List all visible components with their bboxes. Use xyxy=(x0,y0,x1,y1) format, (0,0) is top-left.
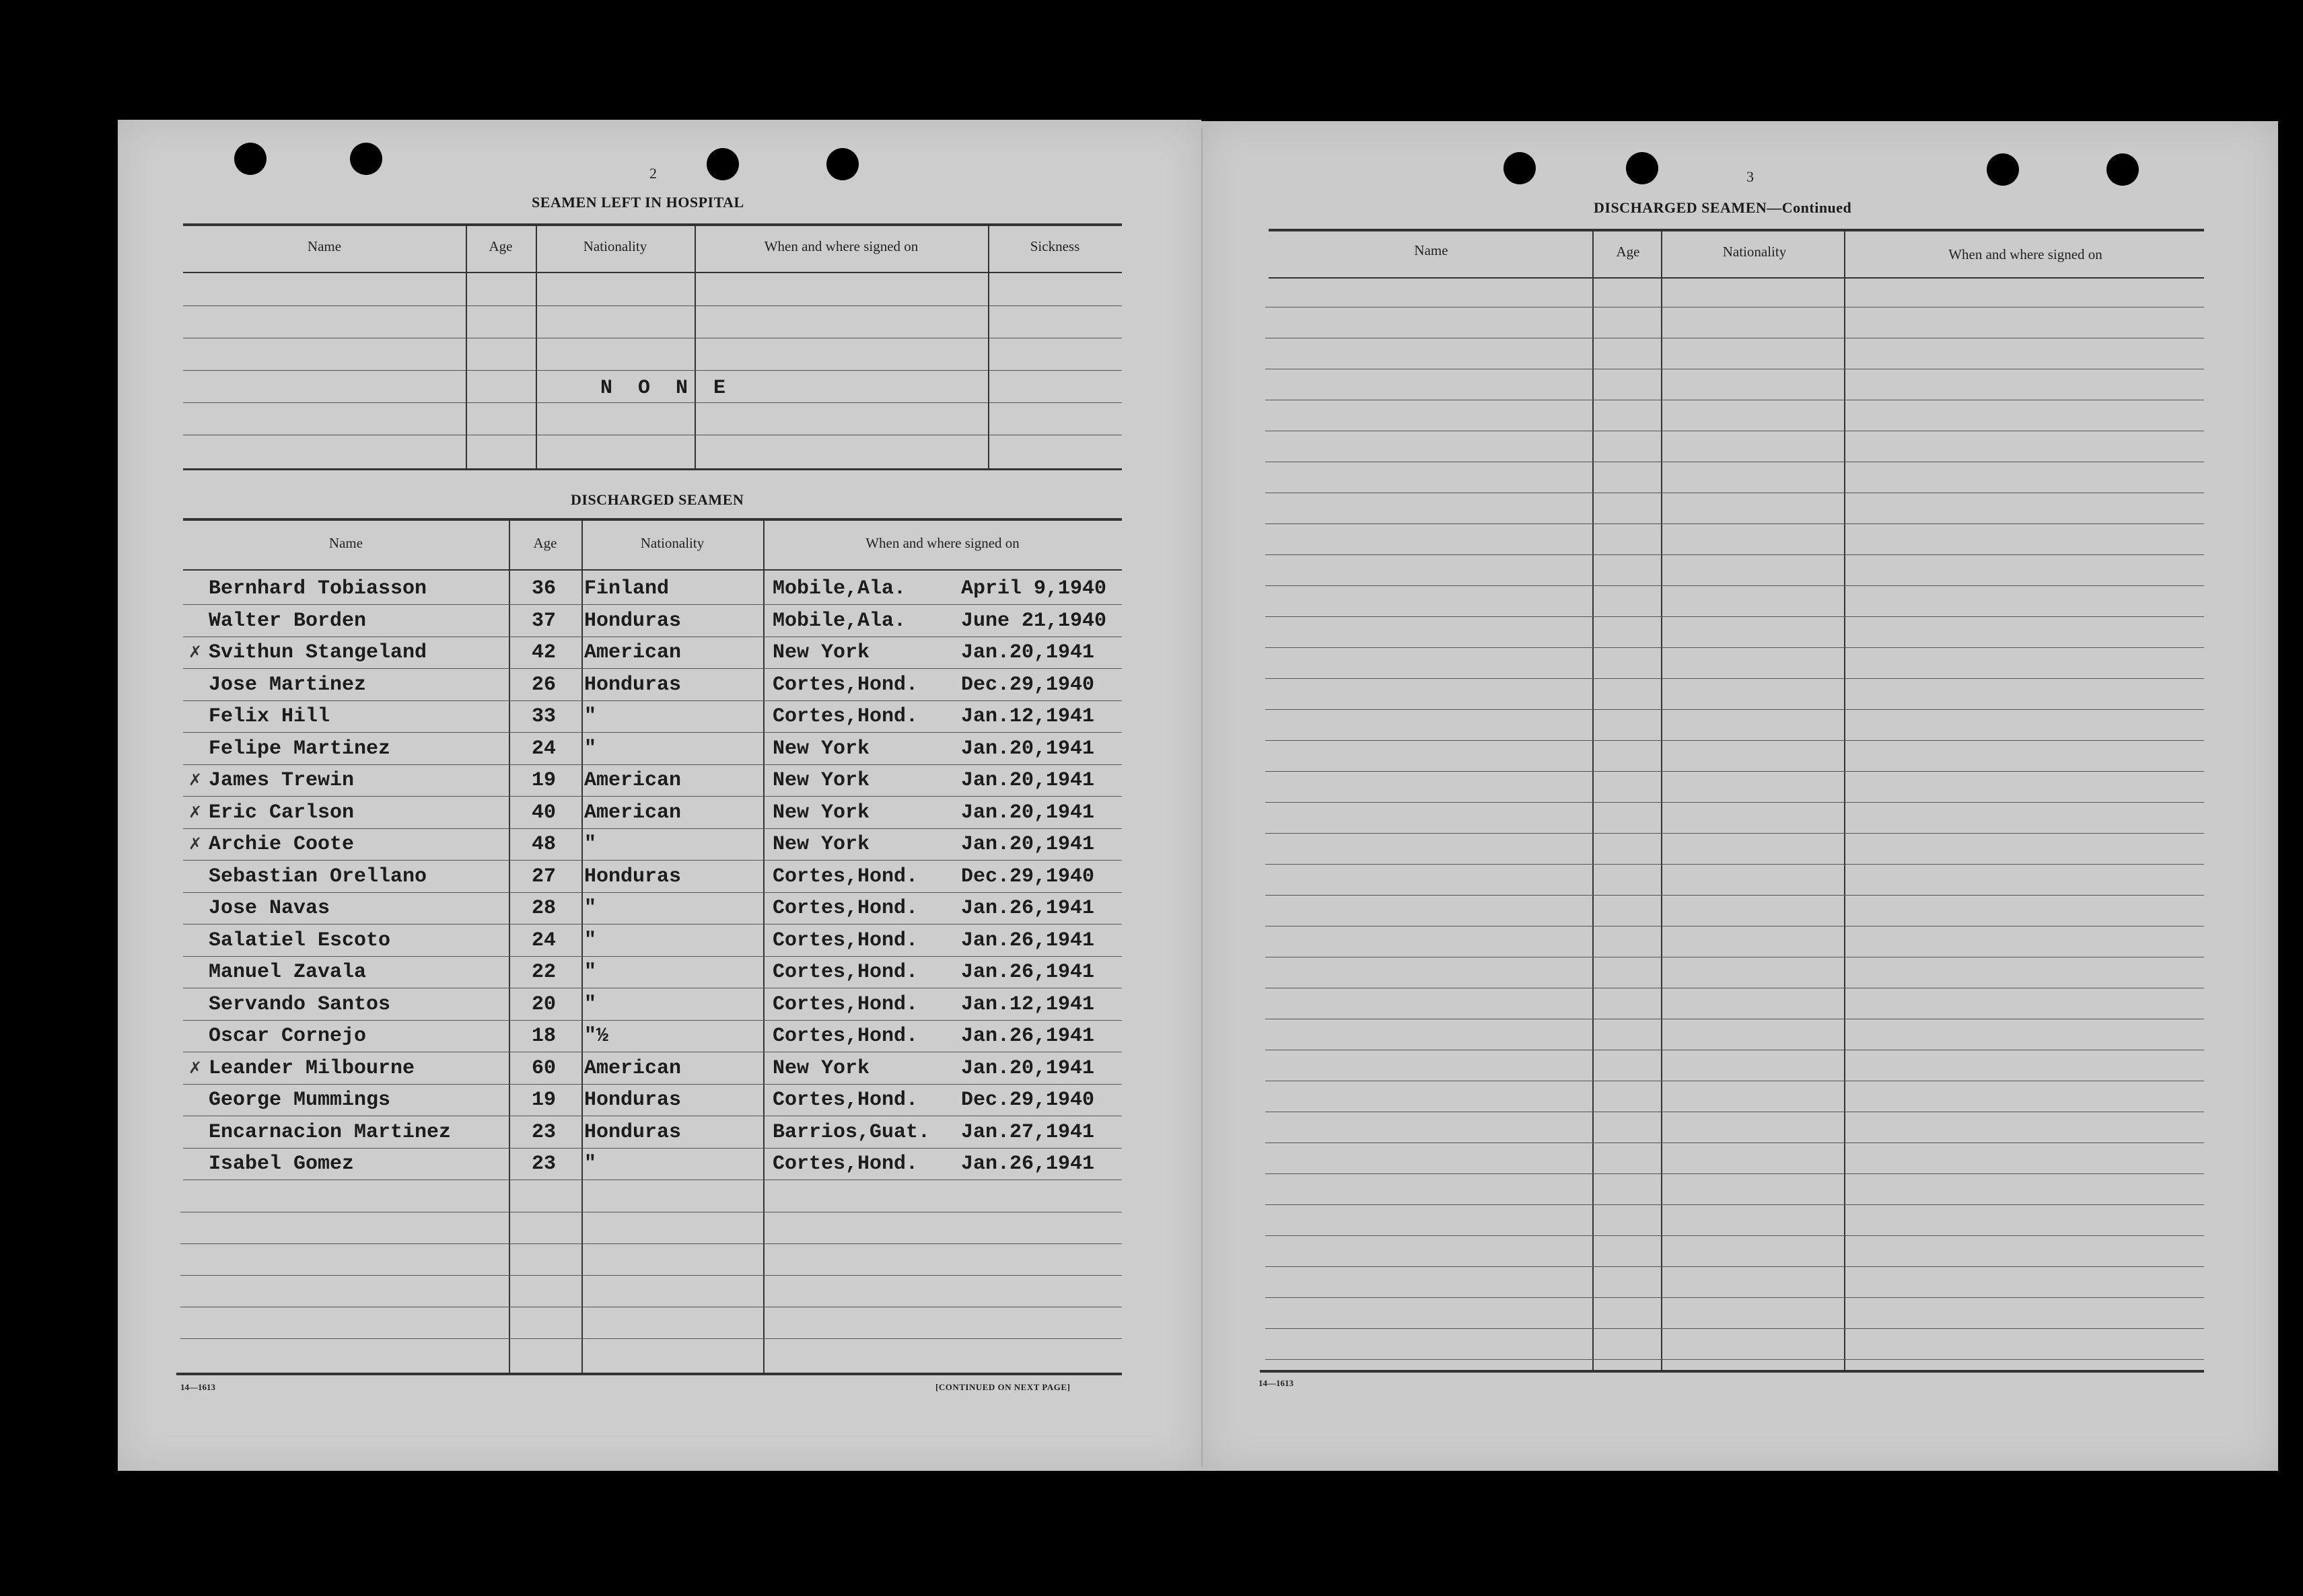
seaman-nationality: Honduras xyxy=(584,1121,682,1144)
column-header-age: Age xyxy=(489,238,513,254)
row-line xyxy=(183,402,1122,403)
row-line xyxy=(1265,771,2204,772)
seaman-age: 24 xyxy=(532,737,557,760)
column-divider xyxy=(509,521,510,1374)
row-line xyxy=(183,1148,1122,1149)
seaman-name: Salatiel Escoto xyxy=(209,929,391,952)
row-line xyxy=(183,1084,1122,1085)
seaman-nationality: " xyxy=(584,705,597,728)
table-rule xyxy=(183,518,1122,521)
table-rule xyxy=(183,468,1122,470)
seaman-age: 37 xyxy=(532,610,557,632)
seaman-name: Sebastian Orellano xyxy=(209,865,427,888)
signed-on-place: Cortes,Hond. xyxy=(773,929,919,952)
punch-hole xyxy=(350,143,382,175)
seaman-nationality: Honduras xyxy=(584,865,682,888)
seaman-nationality: " xyxy=(584,961,597,984)
table-rule xyxy=(183,272,1122,273)
seaman-name: Jose Martinez xyxy=(209,674,367,696)
signed-on-place: Cortes,Hond. xyxy=(773,1025,919,1048)
seaman-name: Isabel Gomez xyxy=(209,1153,355,1175)
row-line xyxy=(1265,554,2204,555)
signed-on-place: New York xyxy=(773,769,870,792)
column-divider xyxy=(466,226,467,468)
seaman-name: Felix Hill xyxy=(209,705,330,728)
signed-on-date: June 21,1940 xyxy=(961,610,1107,632)
seaman-name: Svithun Stangeland xyxy=(209,641,427,664)
seaman-nationality: American xyxy=(584,641,682,664)
seaman-nationality: American xyxy=(584,1057,682,1080)
column-divider xyxy=(988,226,989,468)
row-line xyxy=(180,1275,1122,1276)
seaman-nationality: Finland xyxy=(584,577,670,600)
seaman-age: 26 xyxy=(532,674,557,696)
seaman-age: 24 xyxy=(532,929,557,952)
row-line xyxy=(1265,1328,2204,1329)
row-line xyxy=(1265,616,2204,617)
seaman-age: 19 xyxy=(532,1089,557,1112)
row-line xyxy=(183,860,1122,861)
seaman-age: 60 xyxy=(532,1057,557,1080)
seaman-nationality: American xyxy=(584,769,682,792)
column-header-name: Name xyxy=(1414,242,1448,258)
signed-on-place: Mobile,Ala. xyxy=(773,577,907,600)
seaman-nationality: " xyxy=(584,929,597,952)
signed-on-date: Jan.12,1941 xyxy=(961,993,1095,1016)
column-header-name: Name xyxy=(328,535,363,551)
column-divider xyxy=(763,521,765,1374)
signed-on-date: Jan.26,1941 xyxy=(961,897,1095,920)
row-line xyxy=(183,828,1122,829)
seaman-age: 42 xyxy=(532,641,557,664)
right-section-title: DISCHARGED SEAMEN—Continued xyxy=(1594,199,1852,216)
column-divider xyxy=(695,226,696,468)
punch-hole xyxy=(826,148,859,180)
signed-on-date: Jan.20,1941 xyxy=(961,801,1095,824)
seaman-age: 20 xyxy=(532,993,557,1016)
row-line xyxy=(1265,1297,2204,1298)
signed-on-date: Jan.27,1941 xyxy=(961,1121,1095,1144)
seaman-check-mark: ✗ xyxy=(188,835,203,853)
signed-on-date: April 9,1940 xyxy=(961,577,1107,600)
punch-hole xyxy=(1503,152,1536,184)
page-number-left: 2 xyxy=(649,165,657,182)
signed-on-date: Jan.20,1941 xyxy=(961,1057,1095,1080)
left-page xyxy=(118,120,1201,1471)
column-header-name: Name xyxy=(307,238,342,254)
seaman-name: Manuel Zavala xyxy=(209,961,367,984)
signed-on-date: Dec.29,1940 xyxy=(961,865,1095,888)
signed-on-place: Mobile,Ala. xyxy=(773,610,907,632)
signed-on-date: Jan.26,1941 xyxy=(961,1025,1095,1048)
row-line xyxy=(183,668,1122,669)
table-rule xyxy=(1260,1370,2204,1373)
column-divider xyxy=(1592,231,1594,1370)
column-header-nationality: Nationality xyxy=(1722,244,1787,260)
row-line xyxy=(1265,585,2204,586)
signed-on-date: Jan.20,1941 xyxy=(961,769,1095,792)
none-entry: N O N E xyxy=(600,377,733,400)
column-divider xyxy=(1844,231,1845,1370)
signed-on-date: Jan.20,1941 xyxy=(961,641,1095,664)
signed-on-place: Cortes,Hond. xyxy=(773,674,919,696)
signed-on-place: Cortes,Hond. xyxy=(773,993,919,1016)
seaman-nationality: American xyxy=(584,801,682,824)
discharged-section-title: DISCHARGED SEAMEN xyxy=(571,491,744,508)
table-rule xyxy=(1269,277,2204,279)
punch-hole xyxy=(234,143,267,175)
row-line xyxy=(1265,1173,2204,1174)
row-line xyxy=(1265,1266,2204,1267)
column-divider xyxy=(1661,231,1662,1370)
signed-on-date: Jan.26,1941 xyxy=(961,961,1095,984)
row-line xyxy=(183,732,1122,733)
row-line xyxy=(183,764,1122,765)
seaman-nationality: " xyxy=(584,833,597,856)
table-rule xyxy=(183,569,1122,571)
seaman-age: 36 xyxy=(532,577,557,600)
seaman-name: James Trewin xyxy=(209,769,355,792)
seaman-check-mark: ✗ xyxy=(188,1059,203,1077)
signed-on-place: New York xyxy=(773,801,870,824)
form-number-left: 14—1613 xyxy=(180,1382,215,1392)
seaman-age: 40 xyxy=(532,801,557,824)
row-line xyxy=(1265,1204,2204,1205)
row-line xyxy=(1265,709,2204,710)
seaman-nationality: " xyxy=(584,737,597,760)
punch-hole xyxy=(1987,153,2019,186)
row-line xyxy=(183,796,1122,797)
column-header-nationality: Nationality xyxy=(640,535,705,551)
row-line xyxy=(183,1020,1122,1021)
seaman-name: Bernhard Tobiasson xyxy=(209,577,427,600)
form-number-right: 14—1613 xyxy=(1259,1378,1294,1388)
page-number-right: 3 xyxy=(1746,168,1754,185)
column-header-sickness: Sickness xyxy=(1030,238,1080,254)
seaman-age: 22 xyxy=(532,961,557,984)
table-rule xyxy=(176,1373,1122,1375)
page-spine xyxy=(1201,128,1203,1467)
punch-hole xyxy=(707,148,739,180)
seaman-check-mark: ✗ xyxy=(188,771,203,789)
seaman-age: 33 xyxy=(532,705,557,728)
seaman-nationality: "½ xyxy=(584,1025,609,1048)
row-line xyxy=(1265,1235,2204,1236)
row-line xyxy=(180,1243,1122,1244)
signed-on-place: New York xyxy=(773,833,870,856)
seaman-name: Oscar Cornejo xyxy=(209,1025,367,1048)
punch-hole xyxy=(2106,153,2139,186)
continued-note: [CONTINUED ON NEXT PAGE] xyxy=(935,1382,1071,1392)
column-header-age: Age xyxy=(533,535,557,551)
seaman-check-mark: ✗ xyxy=(188,803,203,822)
seaman-nationality: " xyxy=(584,1153,597,1175)
signed-on-date: Jan.20,1941 xyxy=(961,833,1095,856)
seaman-name: George Mummings xyxy=(209,1089,391,1112)
row-line xyxy=(183,700,1122,701)
seaman-nationality: " xyxy=(584,897,597,920)
column-header-age: Age xyxy=(1616,244,1640,260)
column-header-signed-on: When and where signed on xyxy=(764,238,919,254)
row-line xyxy=(1265,1142,2204,1143)
row-line xyxy=(183,892,1122,893)
row-line xyxy=(1265,647,2204,648)
seaman-name: Eric Carlson xyxy=(209,801,355,824)
seaman-age: 18 xyxy=(532,1025,557,1048)
seaman-name: Encarnacion Martinez xyxy=(209,1121,452,1144)
signed-on-date: Dec.29,1940 xyxy=(961,674,1095,696)
seaman-nationality: Honduras xyxy=(584,674,682,696)
seaman-age: 19 xyxy=(532,769,557,792)
row-line xyxy=(1265,1359,2204,1360)
seaman-age: 27 xyxy=(532,865,557,888)
row-line xyxy=(183,956,1122,957)
signed-on-place: New York xyxy=(773,641,870,664)
seaman-name: Walter Borden xyxy=(209,610,367,632)
row-line xyxy=(1265,523,2204,524)
table-rule xyxy=(183,223,1122,226)
signed-on-place: Cortes,Hond. xyxy=(773,961,919,984)
seaman-name: Leander Milbourne xyxy=(209,1057,415,1080)
column-header-nationality: Nationality xyxy=(583,238,647,254)
seaman-age: 23 xyxy=(532,1153,557,1175)
column-divider xyxy=(536,226,537,468)
right-page xyxy=(1201,121,2278,1471)
signed-on-date: Jan.26,1941 xyxy=(961,929,1095,952)
signed-on-place: Cortes,Hond. xyxy=(773,1153,919,1175)
signed-on-date: Jan.20,1941 xyxy=(961,737,1095,760)
seaman-check-mark: ✗ xyxy=(188,643,203,661)
hospital-section-title: SEAMEN LEFT IN HOSPITAL xyxy=(532,194,744,211)
seaman-nationality: Honduras xyxy=(584,1089,682,1112)
seaman-name: Servando Santos xyxy=(209,993,391,1016)
table-rule xyxy=(1269,229,2204,231)
row-line xyxy=(1265,678,2204,679)
seaman-nationality: Honduras xyxy=(584,610,682,632)
row-line xyxy=(1265,833,2204,834)
row-line xyxy=(1265,926,2204,927)
seaman-name: Jose Navas xyxy=(209,897,330,920)
row-line xyxy=(183,604,1122,605)
seaman-age: 23 xyxy=(532,1121,557,1144)
row-line xyxy=(183,305,1122,306)
row-line xyxy=(183,370,1122,371)
signed-on-place: New York xyxy=(773,737,870,760)
column-divider xyxy=(581,521,583,1374)
seaman-name: Felipe Martinez xyxy=(209,737,391,760)
row-line xyxy=(180,1338,1122,1339)
row-line xyxy=(1265,864,2204,865)
seaman-age: 28 xyxy=(532,897,557,920)
row-line xyxy=(1265,895,2204,896)
row-line xyxy=(1265,740,2204,741)
signed-on-place: Cortes,Hond. xyxy=(773,865,919,888)
signed-on-date: Jan.12,1941 xyxy=(961,705,1095,728)
signed-on-place: New York xyxy=(773,1057,870,1080)
seaman-nationality: " xyxy=(584,993,597,1016)
signed-on-place: Barrios,Guat. xyxy=(773,1121,931,1144)
signed-on-place: Cortes,Hond. xyxy=(773,705,919,728)
signed-on-place: Cortes,Hond. xyxy=(773,897,919,920)
signed-on-place: Cortes,Hond. xyxy=(773,1089,919,1112)
row-line xyxy=(1265,802,2204,803)
column-header-signed-on: When and where signed on xyxy=(1948,246,2102,262)
seaman-age: 48 xyxy=(532,833,557,856)
punch-hole xyxy=(1626,152,1658,184)
signed-on-date: Jan.26,1941 xyxy=(961,1153,1095,1175)
signed-on-date: Dec.29,1940 xyxy=(961,1089,1095,1112)
seaman-name: Archie Coote xyxy=(209,833,355,856)
column-header-signed-on: When and where signed on xyxy=(865,535,1020,551)
